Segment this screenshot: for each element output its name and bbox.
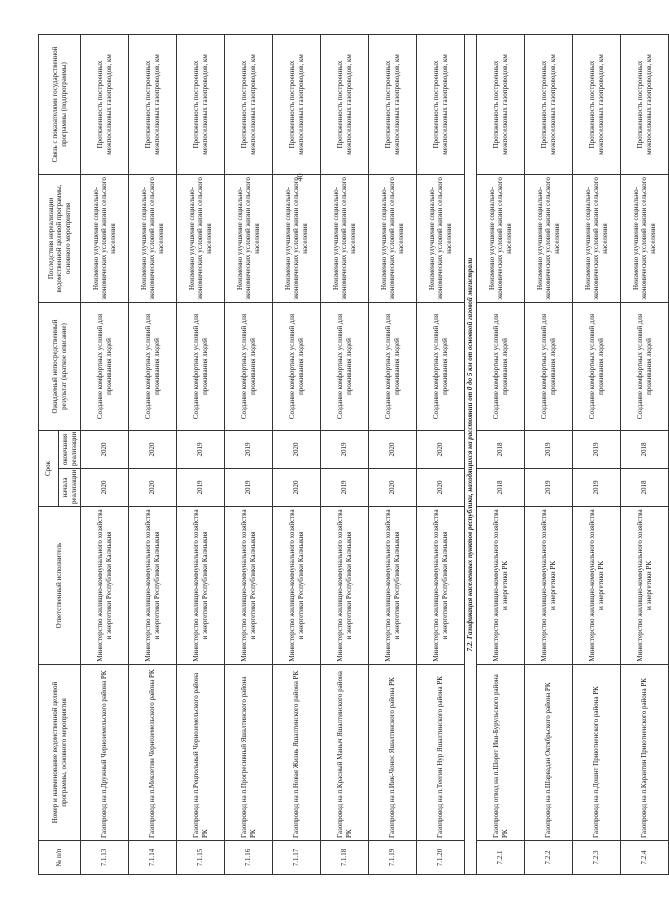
row-name: Газопровод на п.Новая Жизнь Яшалтинского района РК [273,665,321,841]
row-result: Создание комфортных условий для проживания людей [525,302,573,430]
row-result: Создание комфортных условий для проживания людей [417,302,465,430]
row-executor: Министерство жилищно-коммунального хозяйства и энергетики Республики Калмыкия [417,507,465,665]
row-start-year: 2019 [177,469,225,507]
row-consequences: Неизменно улучшение социально-экономических условий жизни сельского населения [273,174,321,302]
row-indicator-link: Протяженность построенных межпоселковых газопроводов, км [225,34,273,174]
row-indicator-link: Протяженность построенных межпоселковых газопроводов, км [417,34,465,174]
table-row [573,34,621,874]
row-result: Создание комфортных условий для проживания людей [321,302,369,430]
table-row [621,34,669,874]
row-indicator-link: Протяженность построенных межпоселковых газопроводов, км [525,34,573,174]
row-executor: Министерство жилищно-коммунального хозяйства и энергетики РК [573,507,621,665]
row-number: 7.2.3 [573,841,621,875]
row-start-year: 2020 [81,469,129,507]
row-executor: Министерство жилищно-коммунального хозяйства и энергетики РК [525,507,573,665]
row-result: Создание комфортных условий для проживания людей [369,302,417,430]
section-subheader: 7.2. Газификация населенных пунктов республики, находящихся на расстоянии от 0 до 5 км от основной газовой магистрали [465,34,477,874]
row-start-year: 2020 [369,469,417,507]
row-end-year: 2019 [225,430,273,468]
row-end-year: 2019 [525,430,573,468]
row-consequences: Неизменно улучшение социально-экономических условий жизни сельского населения [129,174,177,302]
row-end-year: 2019 [573,430,621,468]
row-consequences: Неизменно улучшение социально-экономических условий жизни сельского населения [621,174,669,302]
row-result: Создание комфортных условий для проживания людей [177,302,225,430]
header-num: № п/п [39,841,81,875]
table-row [525,34,573,874]
header-term-end: окончания реализации [59,430,81,468]
row-number: 7.2.4 [621,841,669,875]
row-end-year: 2020 [417,430,465,468]
row-consequences: Неизменно улучшение социально-экономических условий жизни сельского населения [477,174,525,302]
table-row [369,34,417,874]
row-end-year: 2019 [177,430,225,468]
table-row [417,34,465,874]
rotated-table-page [38,35,657,875]
table-row [225,34,273,874]
row-end-year: 2020 [369,430,417,468]
table-body-subheader [465,34,477,874]
row-number: 7.1.17 [273,841,321,875]
row-name: Газопровод на п.Карантин Приютненского района РК [621,665,669,841]
table-body-section-7-2 [477,34,669,874]
table-row [129,34,177,874]
row-result: Создание комфортных условий для проживания людей [621,302,669,430]
row-indicator-link: Протяженность построенных межпоселковых газопроводов, км [321,34,369,174]
row-indicator-link: Протяженность построенных межпоселковых газопроводов, км [129,34,177,174]
row-consequences: Неизменно улучшение социально-экономических условий жизни сельского населения [417,174,465,302]
row-result: Создание комфортных условий для проживания людей [273,302,321,430]
row-result: Создание комфортных условий для проживания людей [477,302,525,430]
row-name: Газопровод на п.Рецпольный Черноземельского района РК [177,665,225,841]
row-number: 7.2.1 [477,841,525,875]
row-consequences: Неизменно улучшение социально-экономических условий жизни сельского населения [177,174,225,302]
row-start-year: 2019 [573,469,621,507]
header-term: Срок [39,430,59,506]
table-row [81,34,129,874]
table-row [321,34,369,874]
row-number: 7.1.20 [417,841,465,875]
row-number: 7.1.19 [369,841,417,875]
row-end-year: 2020 [81,430,129,468]
row-start-year: 2019 [225,469,273,507]
row-consequences: Неизменно улучшение социально-экономических условий жизни сельского населения [525,174,573,302]
row-executor: Министерство жилищно-коммунального хозяйства и энергетики РК [477,507,525,665]
row-start-year: 2020 [417,469,465,507]
table-body-section-7-1 [81,34,465,874]
header-name: Номер и наименование ведомственной целевой программы, основного мероприятия [39,665,81,841]
row-name: Газопровод на п.Прогресивный Яшалтинского района РК [225,665,273,841]
row-executor: Министерство жилищно-коммунального хозяйства и энергетики Республики Калмыкия [225,507,273,665]
row-indicator-link: Протяженность построенных межпоселковых газопроводов, км [369,34,417,174]
row-end-year: 2018 [477,430,525,468]
row-number: 7.1.13 [81,841,129,875]
table-row [477,34,525,874]
header-term-start: начала реализации [59,469,81,507]
row-executor: Министерство жилищно-коммунального хозяйства и энергетики Республики Калмыкия [129,507,177,665]
row-executor: Министерство жилищно-коммунального хозяйства и энергетики Республики Калмыкия [273,507,321,665]
row-number: 7.1.16 [225,841,273,875]
row-executor: Министерство жилищно-коммунального хозяйства и энергетики Республики Калмыкия [369,507,417,665]
table-row [273,34,321,874]
header-executor: Ответственный исполнитель [39,507,81,665]
row-end-year: 2019 [321,430,369,468]
row-executor: Министерство жилищно-коммунального хозяйства и энергетики Республики Калмыкия [177,507,225,665]
row-executor: Министерство жилищно-коммунального хозяйства и энергетики Республики Калмыкия [321,507,369,665]
row-consequences: Неизменно улучшение социально-экономических условий жизни сельского населения [573,174,621,302]
row-consequences: Неизменно улучшение социально-экономических условий жизни сельского населения [369,174,417,302]
row-name: Газопровод на п.Красный Маныч Яшалтинского района РК [321,665,369,841]
row-indicator-link: Протяженность построенных межпоселковых газопроводов, км [177,34,225,174]
row-end-year: 2018 [621,430,669,468]
row-indicator-link: Протяженность построенных межпоселковых газопроводов, км [273,34,321,174]
row-end-year: 2020 [273,430,321,468]
header-consequences: Последствия нереализации ведомственной целевой программы, основного мероприятия [39,174,81,302]
row-start-year: 2019 [525,469,573,507]
row-result: Создание комфортных условий для проживания людей [573,302,621,430]
row-name: Газопровод на п.Иик-Чонос Яшалтинского района РК [369,665,417,841]
row-start-year: 2020 [129,469,177,507]
header-result: Ожидаемый непосредственный результат (краткое описание) [39,302,81,430]
row-consequences: Неизменно улучшение социально-экономических условий жизни сельского населения [225,174,273,302]
row-consequences: Неизменно улучшение социально-экономических условий жизни сельского населения [81,174,129,302]
row-number: 7.2.2 [525,841,573,875]
row-start-year: 2020 [273,469,321,507]
row-executor: Министерство жилищно-коммунального хозяйства и энергетики Республики Калмыкия [81,507,129,665]
row-indicator-link: Протяженность построенных межпоселковых газопроводов, км [81,34,129,174]
row-executor: Министерство жилищно-коммунального хозяйства и энергетики РК [621,507,669,665]
row-name: Газопровод на п.Меклетин Черноземельского района РК [129,665,177,841]
row-result: Создание комфортных условий для проживания людей [129,302,177,430]
row-name: Газопровод отвод на п.Шорет Ики-Бурульского района РК [477,665,525,841]
row-result: Создание комфортных условий для проживания людей [225,302,273,430]
row-number: 7.1.14 [129,841,177,875]
row-indicator-link: Протяженность построенных межпоселковых газопроводов, км [621,34,669,174]
row-name: Газопровод на п.Теегин Нур Яшалтинского района РК [417,665,465,841]
row-indicator-link: Протяженность построенных межпоселковых газопроводов, км [573,34,621,174]
row-name: Газопровод на п.Дружный Черноземельского района РК [81,665,129,841]
row-indicator-link: Протяженность построенных межпоселковых газопроводов, км [477,34,525,174]
program-table [38,34,669,875]
header-link: Связь с показателями государственной программы (подпрограммы) [39,34,81,174]
row-consequences: Неизменно улучшение социально-экономических условий жизни сельского населения [321,174,369,302]
row-start-year: 2019 [321,469,369,507]
row-number: 7.1.15 [177,841,225,875]
row-start-year: 2018 [621,469,669,507]
page-number: 40 [295,173,305,182]
row-result: Создание комфортных условий для проживания людей [81,302,129,430]
table-row [177,34,225,874]
row-name: Газопровод на п.Шарвадан Октябрьского района РК [525,665,573,841]
row-end-year: 2020 [129,430,177,468]
row-number: 7.1.18 [321,841,369,875]
row-name: Газопровод на п.Дошнт Приютненского района РК [573,665,621,841]
row-start-year: 2018 [477,469,525,507]
